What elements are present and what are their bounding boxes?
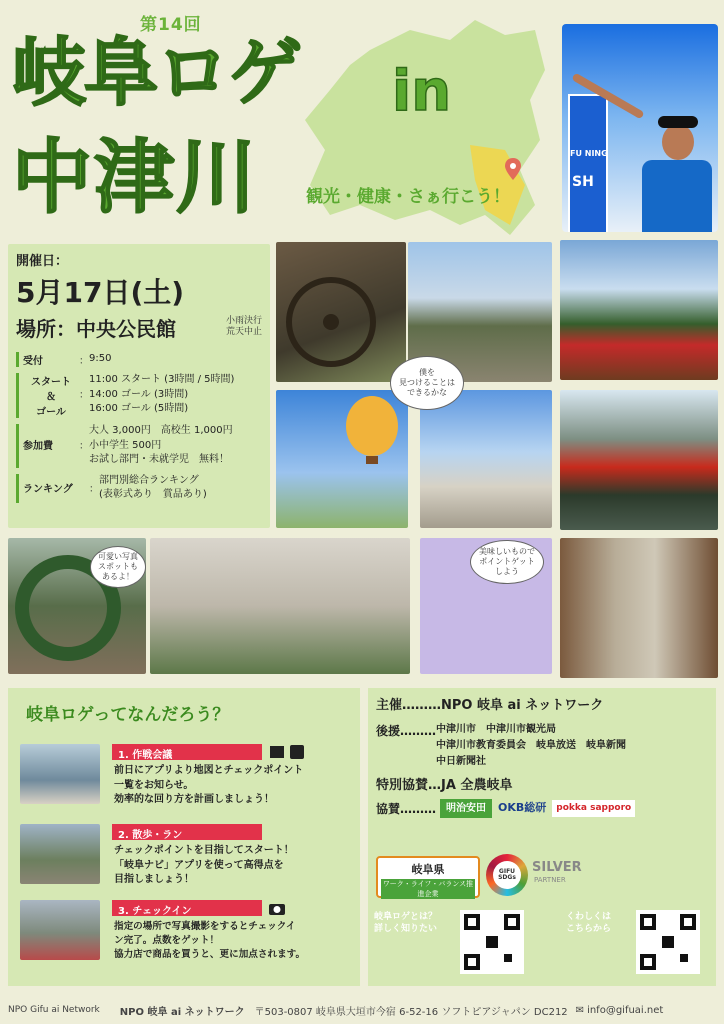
camera-icon — [268, 900, 286, 916]
support-label: 後援……… — [376, 723, 437, 738]
footer-address: 〒503-0807 岐阜県大垣市今宿 6-52-16 ソフトピアジャパン DC212 — [254, 1006, 568, 1018]
step-strategy — [20, 744, 350, 810]
sdgs-badge — [486, 854, 528, 896]
qr-code-1[interactable] — [460, 910, 524, 974]
step-tag: 1. 作戦会議 — [112, 744, 262, 760]
hot-air-balloon-icon — [276, 390, 408, 528]
info-row-ranking — [16, 474, 262, 503]
waterwheel-icon — [276, 242, 406, 382]
map-pin-icon — [505, 158, 521, 180]
info-row-fee — [16, 424, 262, 468]
speech-bubble-photo-spot: 可愛い写真 スポットも あるよ！ — [90, 546, 146, 588]
finish-sign-text: SH — [572, 174, 594, 190]
info-row-reception — [16, 352, 262, 367]
speech-bubble-find-me: 僕を 見つけることは できるかな — [390, 356, 464, 410]
sponsor-meiji-yasuda: 明治安田 — [440, 799, 492, 818]
organizer-panel — [368, 688, 716, 986]
footer-org: NPO 岐阜 ai ネットワーク — [119, 1006, 245, 1018]
title-nakatsugawa: 中津川 — [12, 131, 258, 224]
host-label: 主催……… — [376, 698, 442, 713]
sponsor-row — [376, 799, 708, 818]
info-row-sep: ： — [79, 441, 89, 452]
step-photo — [20, 744, 100, 804]
step-photo — [20, 900, 100, 960]
footer-email[interactable]: info@gifuai.net — [587, 1004, 664, 1016]
date-label: 開催日： — [16, 254, 69, 269]
step-desc: 前日にアプリより地図とチェックポイント 一覧をお知らせ。 効率的な回り方を計画しましょう！ — [114, 765, 304, 805]
statue-photo — [420, 390, 552, 528]
waterwheel-photo — [276, 242, 406, 382]
footer-logo: NPO Gifu ai Network — [8, 1005, 100, 1015]
edition-label: 第14回 — [140, 15, 202, 35]
info-row-sep: ： — [79, 356, 89, 367]
info-row-start-goal — [16, 373, 262, 418]
silver-sub: PARTNER — [534, 876, 566, 884]
rain-note: 小雨決行 荒天中止 — [225, 315, 262, 337]
info-row-value: 大人 3,000円 高校生 1,000円 小中学生 500円 お試し部門・未就学児 無料！ — [89, 425, 233, 465]
info-row-sep: ： — [89, 483, 99, 495]
step-walk-run — [20, 824, 350, 890]
event-info-panel — [8, 244, 270, 528]
red-bridge-photo — [560, 240, 718, 380]
title-in: in — [392, 59, 452, 124]
badge-title: 岐阜県 — [411, 863, 445, 876]
step-checkin — [20, 900, 350, 966]
about-title: 岐阜ロゲってなんだろう？ — [26, 705, 230, 725]
sponsor-okb: OKB総研 — [498, 801, 547, 815]
info-row-sep: ： — [79, 390, 89, 401]
sponsor-pokka: pokka sapporo — [552, 800, 635, 818]
badge-subtitle: ワーク・ライフ・バランス推進企業 — [382, 880, 474, 898]
support-row — [376, 722, 708, 770]
qr1-caption: 岐阜ロゲとは？ 詳しく知りたい — [374, 912, 438, 934]
mail-icon: ✉ — [575, 1004, 585, 1016]
finish-arch-text: FU NING — [570, 149, 608, 158]
step-tag: 3. チェックイン — [112, 900, 262, 916]
footer — [0, 996, 724, 1024]
arch-bridge-photo — [560, 390, 718, 530]
support-value: 中津川市 中津川市観光局 中津川市教育委員会 岐阜放送 岐阜新聞 中日新聞社 — [436, 723, 627, 767]
title-gifu-roge: 岐阜ロゲ — [12, 30, 300, 116]
event-date: 5月17日(土) — [16, 276, 185, 309]
info-row-value: 部門別総合ランキング (表彰式あり 賞品あり) — [99, 474, 207, 500]
event-place: 場所：中央公民館 — [16, 317, 176, 341]
speech-bubble-food: 美味しいもので ポイントゲット しよう — [470, 540, 544, 584]
runner-photo — [562, 24, 718, 232]
special-label: 特別協賛… — [376, 777, 442, 793]
info-row-label: 受付 — [23, 356, 43, 367]
info-row-label: ランキング — [23, 483, 73, 495]
info-row-label: スタート ＆ ゴール — [31, 377, 71, 418]
host-row — [376, 696, 708, 716]
catchphrase: 観光・健康・さぁ行こう！ — [306, 187, 510, 207]
balloon-photo — [276, 390, 408, 528]
step-desc: 指定の場所で写真撮影をするとチェックイ ン完了。点数をゲット！ 協力店で商品を買うと、更に加点されます。 — [114, 921, 306, 960]
sdgs-text: GIFU SDGs — [493, 861, 521, 889]
daikoku-statues-photo — [150, 538, 410, 674]
map-app-icon — [268, 744, 308, 760]
qr2-caption: くわしくは こちらから — [566, 912, 612, 934]
work-life-balance-badge — [376, 856, 480, 898]
sponsor-label: 協賛……… — [376, 801, 437, 816]
info-row-label: 参加費 — [23, 441, 53, 452]
info-row-value: 9:50 — [89, 353, 112, 364]
qr-code-2[interactable] — [636, 910, 700, 974]
silver-label: SILVER — [532, 860, 582, 875]
special-row — [376, 776, 708, 796]
info-row-value: 11:00 スタート (3時間 / 5時間) 14:00 ゴール (3時間) 16:00 ゴール (5時間) — [89, 374, 235, 414]
step-photo — [20, 824, 100, 884]
special-value: JA 全農岐阜 — [441, 777, 513, 793]
stone-pillar-photo — [560, 538, 718, 678]
host-value: NPO 岐阜 ai ネットワーク — [441, 698, 604, 713]
about-panel — [8, 688, 360, 986]
step-desc: チェックポイントを目指してスタート！ 「岐阜ナビ」アプリを使って高得点を 目指しましょう！ — [114, 845, 294, 885]
step-tag: 2. 散歩・ラン — [112, 824, 262, 840]
